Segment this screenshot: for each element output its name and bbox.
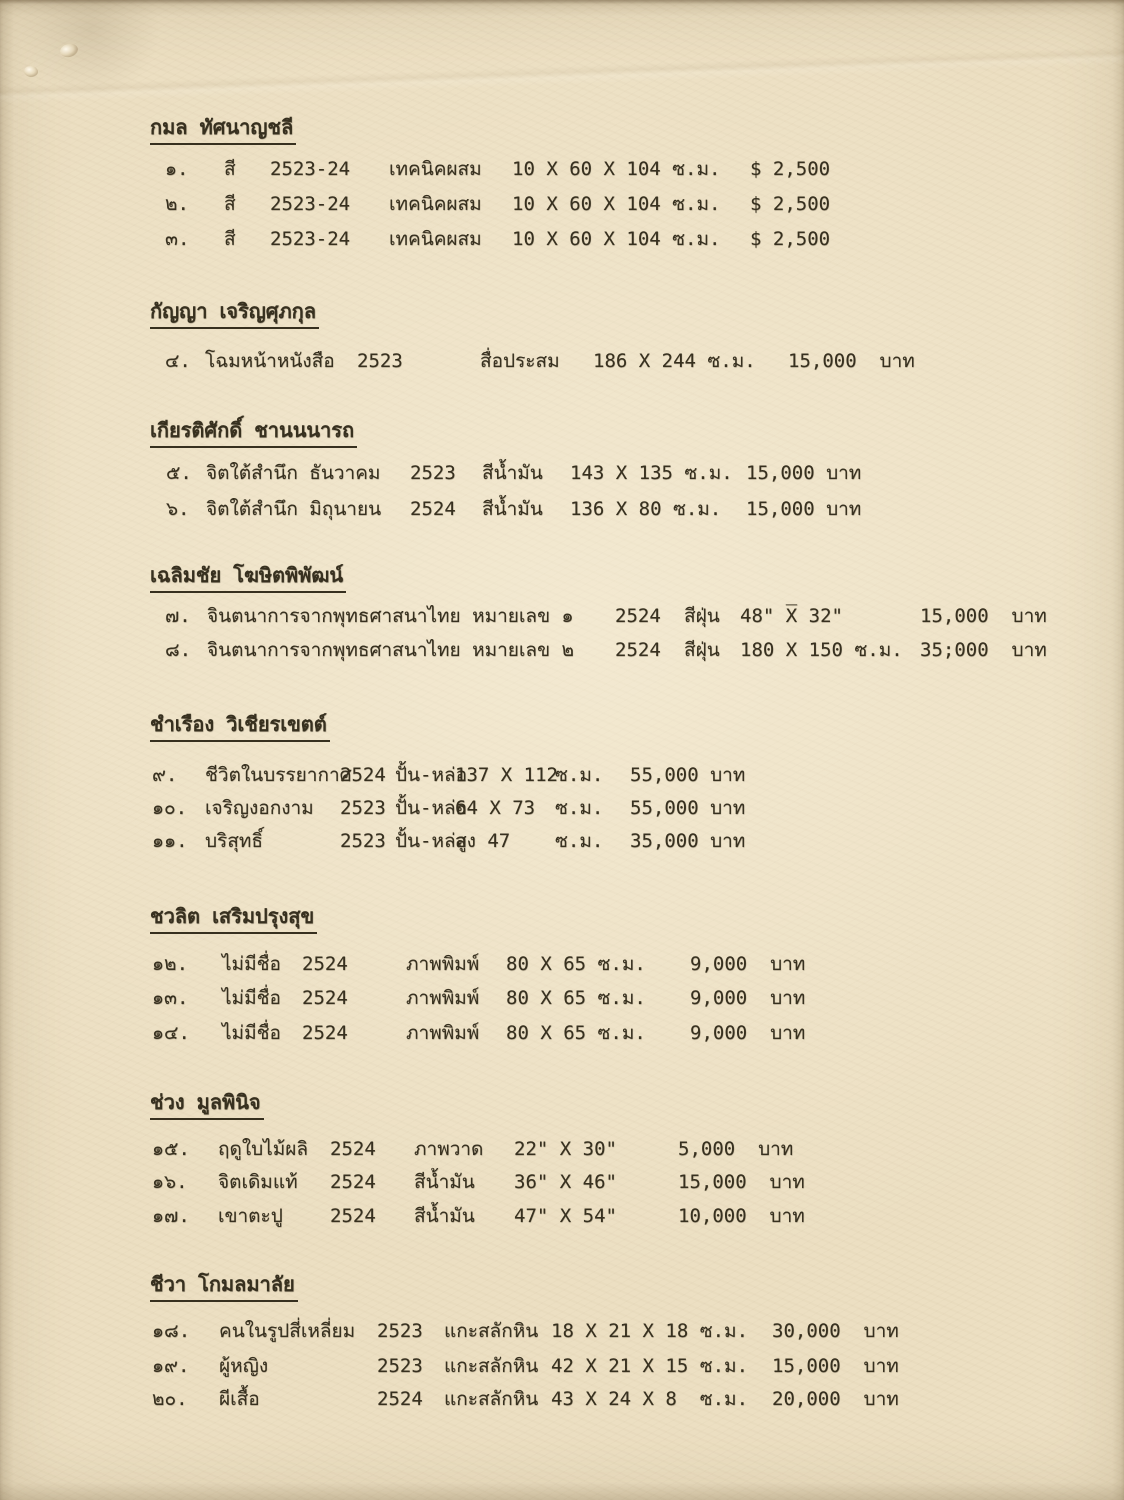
artwork-medium: ภาพพิมพ์	[406, 987, 480, 1009]
artwork-medium: เทคนิคผสม	[389, 228, 482, 250]
artwork-year: 2524	[340, 764, 386, 786]
item-number: ๑๔.	[152, 1022, 190, 1044]
item-number: ๙.	[152, 764, 178, 786]
artwork-size: 180 X 150 ซ.ม.	[740, 639, 903, 661]
artwork-year: 2523-24	[270, 228, 351, 250]
artwork-size: 80 X 65 ซ.ม.	[506, 1022, 646, 1044]
catalog-row	[150, 227, 1124, 251]
catalog-row	[150, 1319, 1112, 1343]
item-number: ๒.	[165, 193, 189, 215]
artwork-title: ไม่มีชื่อ	[222, 953, 281, 975]
artwork-price: 10,000 บาท	[678, 1205, 805, 1227]
item-number: ๒๐.	[152, 1388, 188, 1410]
catalog-row	[150, 1354, 1112, 1378]
artwork-year: 2524	[302, 987, 348, 1009]
artist-name: กมล ทัศนาญชลี	[150, 116, 296, 145]
item-number: ๑๘.	[152, 1320, 191, 1342]
artwork-medium: สีน้ำมัน	[482, 498, 543, 520]
artwork-price: 35,000 บาท	[630, 830, 746, 852]
artwork-year: 2523	[357, 350, 403, 372]
artwork-medium: เทคนิคผสม	[389, 158, 482, 180]
artwork-size: สูง 47	[455, 830, 511, 852]
catalog-row	[150, 829, 1112, 853]
artwork-title: จิตใต้สำนึก ธันวาคม	[206, 462, 381, 484]
artwork-year: 2524	[302, 1022, 348, 1044]
artwork-title: ผู้หญิง	[219, 1355, 269, 1377]
artwork-medium: ภาพพิมพ์	[406, 953, 480, 975]
artwork-title: จินตนาการจากพุทธศาสนาไทย หมายเลข ๑	[207, 605, 574, 627]
artwork-size: 43 X 24 X 8 ซ.ม.	[551, 1388, 749, 1410]
artwork-size: 10 X 60 X 104 ซ.ม.	[512, 193, 721, 215]
artwork-title: ไม่มีชื่อ	[222, 987, 281, 1009]
artwork-year: 2524	[330, 1171, 376, 1193]
artwork-size: 137 X 112	[455, 764, 558, 786]
item-number: ๕.	[166, 462, 192, 484]
catalog-row	[150, 192, 1124, 216]
catalog-row	[150, 763, 1112, 787]
artist-name: กัญญา เจริญศุภกุล	[150, 300, 319, 329]
artist-name: เฉลิมชัย โฆษิตพิพัฒน์	[150, 564, 346, 593]
artist-name: ชำเรือง วิเชียรเขตต์	[150, 713, 330, 742]
artwork-title: สี	[224, 193, 236, 215]
artwork-price: 35;000 บาท	[920, 639, 1047, 661]
artwork-medium: ปั้น-หล่อ	[395, 764, 468, 786]
artist-name: ชีวา โกมลมาลัย	[150, 1273, 298, 1302]
catalog-row	[150, 497, 1124, 521]
catalog-row	[150, 1204, 1112, 1228]
artwork-size: 64 X 73	[455, 797, 536, 819]
catalog-row	[150, 1170, 1112, 1194]
artwork-title: ผีเสื้อ	[219, 1388, 260, 1410]
artist-name: ช่วง มูลพินิจ	[150, 1091, 264, 1120]
artwork-price: 55,000 บาท	[630, 764, 746, 786]
artwork-price: $ 2,500	[750, 228, 831, 250]
item-number: ๑๕.	[152, 1138, 190, 1160]
artwork-medium: สีฝุ่น	[684, 605, 720, 627]
artwork-year: 2524	[615, 605, 661, 627]
artwork-medium: สีน้ำมัน	[414, 1205, 475, 1227]
artist-section	[150, 300, 1110, 390]
artwork-size: 42 X 21 X 15 ซ.ม.	[551, 1355, 749, 1377]
artwork-size: 186 X 244 ซ.ม.	[593, 350, 756, 372]
artwork-price: 9,000 บาท	[690, 987, 806, 1009]
artwork-size: 80 X 65 ซ.ม.	[506, 987, 646, 1009]
artist-section	[150, 116, 1110, 266]
artwork-title: เจริญงอกงาม	[205, 797, 314, 819]
artwork-title: ฤดูใบไม้ผลิ	[218, 1138, 309, 1160]
item-number: ๑๗.	[152, 1205, 190, 1227]
artwork-medium: สื่อประสม	[480, 350, 560, 372]
item-number: ๗.	[165, 605, 191, 627]
item-number: ๑๑.	[152, 830, 188, 852]
artwork-title: คนในรูปสี่เหลี่ยม	[219, 1320, 356, 1342]
artwork-price: 15,000 บาท	[788, 350, 915, 372]
artwork-year: 2524	[330, 1138, 376, 1160]
artwork-year: 2523	[410, 462, 456, 484]
catalog-row	[150, 952, 1112, 976]
artwork-size: 18 X 21 X 18 ซ.ม.	[551, 1320, 749, 1342]
artwork-size: 48" X̅ 32"	[740, 605, 843, 627]
artwork-year: 2524	[330, 1205, 376, 1227]
catalog-row	[150, 157, 1124, 181]
item-number: ๑๐.	[152, 797, 188, 819]
artwork-title: สี	[224, 158, 236, 180]
catalog-row	[150, 796, 1112, 820]
artwork-medium: ภาพวาด	[414, 1138, 484, 1160]
catalog-row	[150, 461, 1124, 485]
artwork-year: 2523	[340, 797, 386, 819]
artwork-medium: แกะสลักหิน	[444, 1355, 539, 1377]
artwork-year: 2523-24	[270, 193, 351, 215]
artwork-title: โฉมหน้าหนังสือ	[205, 350, 335, 372]
artwork-year: 2524	[615, 639, 661, 661]
artwork-year: 2523	[377, 1320, 423, 1342]
paper-blemish	[59, 42, 79, 58]
artwork-size: 36" X 46"	[514, 1171, 617, 1193]
artwork-title: จิตเดิมแท้	[218, 1171, 298, 1193]
artwork-price: $ 2,500	[750, 158, 831, 180]
artwork-size: 143 X 135 ซ.ม.	[570, 462, 733, 484]
artist-section	[150, 419, 1110, 539]
artwork-price: 15,000 บาท	[678, 1171, 805, 1193]
artwork-price: 30,000 บาท	[772, 1320, 899, 1342]
paper-blemish	[23, 65, 38, 78]
artwork-price: 15,000 บาท	[746, 462, 862, 484]
catalog-row	[150, 349, 1124, 373]
artwork-size: 10 X 60 X 104 ซ.ม.	[512, 158, 721, 180]
item-number: ๔.	[165, 350, 191, 372]
artwork-medium: ภาพพิมพ์	[406, 1022, 480, 1044]
artwork-price: 15,000 บาท	[746, 498, 862, 520]
artwork-price: 9,000 บาท	[690, 953, 806, 975]
item-number: ๖.	[166, 498, 190, 520]
artwork-size: 47" X 54"	[514, 1205, 617, 1227]
size-unit: ซ.ม.	[555, 830, 604, 852]
artwork-year: 2524	[377, 1388, 423, 1410]
artwork-year: 2523-24	[270, 158, 351, 180]
artwork-size: 10 X 60 X 104 ซ.ม.	[512, 228, 721, 250]
item-number: ๓.	[165, 228, 190, 250]
catalog-row	[150, 1021, 1112, 1045]
artwork-title: บริสุทธิ์	[205, 830, 263, 852]
artist-section	[150, 1091, 1110, 1246]
size-unit: ซ.ม.	[555, 797, 604, 819]
catalog-row	[150, 986, 1112, 1010]
artist-section	[150, 1273, 1110, 1428]
artwork-title: จินตนาการจากพุทธศาสนาไทย หมายเลข ๒	[207, 639, 575, 661]
artwork-price: 5,000 บาท	[678, 1138, 794, 1160]
artwork-price: 55,000 บาท	[630, 797, 746, 819]
artwork-medium: เทคนิคผสม	[389, 193, 482, 215]
item-number: ๘.	[165, 639, 192, 661]
item-number: ๑๖.	[152, 1171, 188, 1193]
artist-section	[150, 564, 1110, 679]
artwork-size: 22" X 30"	[514, 1138, 617, 1160]
artist-name: ชวลิต เสริมปรุงสุข	[150, 905, 317, 934]
artwork-year: 2524	[302, 953, 348, 975]
artwork-price: 20,000 บาท	[772, 1388, 899, 1410]
artwork-medium: สีน้ำมัน	[482, 462, 543, 484]
artwork-title: ไม่มีชื่อ	[222, 1022, 281, 1044]
artwork-size: 136 X 80 ซ.ม.	[570, 498, 722, 520]
item-number: ๑๒.	[152, 953, 189, 975]
artwork-size: 80 X 65 ซ.ม.	[506, 953, 646, 975]
artwork-price: 9,000 บาท	[690, 1022, 806, 1044]
artwork-medium: สีน้ำมัน	[414, 1171, 475, 1193]
artwork-medium: สีฝุ่น	[684, 639, 720, 661]
artist-section	[150, 905, 1110, 1065]
artwork-medium: แกะสลักหิน	[444, 1388, 539, 1410]
artwork-price: 15,000 บาท	[772, 1355, 899, 1377]
artist-name: เกียรติศักดิ์ ชานนนารถ	[150, 419, 357, 448]
artwork-price: 15,000 บาท	[920, 605, 1047, 627]
item-number: ๑๙.	[152, 1355, 190, 1377]
artwork-title: จิตใต้สำนึก มิถุนายน	[206, 498, 382, 520]
item-number: ๑.	[165, 158, 189, 180]
artwork-year: 2523	[377, 1355, 423, 1377]
item-number: ๑๓.	[152, 987, 189, 1009]
catalog-row	[150, 638, 1124, 662]
artwork-year: 2524	[410, 498, 456, 520]
artwork-title: สี	[224, 228, 236, 250]
artwork-price: $ 2,500	[750, 193, 831, 215]
artwork-title: เขาตะปู	[218, 1205, 283, 1227]
catalog-row	[150, 604, 1124, 628]
artwork-year: 2523	[340, 830, 386, 852]
artwork-medium: แกะสลักหิน	[444, 1320, 539, 1342]
size-unit: ซ.ม.	[555, 764, 604, 786]
artwork-title: ชีวิตในบรรยากาศ	[205, 764, 352, 786]
artwork-medium: ปั้น-หล่อ	[395, 797, 468, 819]
artwork-medium: ปั้น-หล่อ	[395, 830, 468, 852]
catalog-row	[150, 1137, 1112, 1161]
artist-section	[150, 713, 1110, 873]
catalog-row	[150, 1387, 1112, 1411]
